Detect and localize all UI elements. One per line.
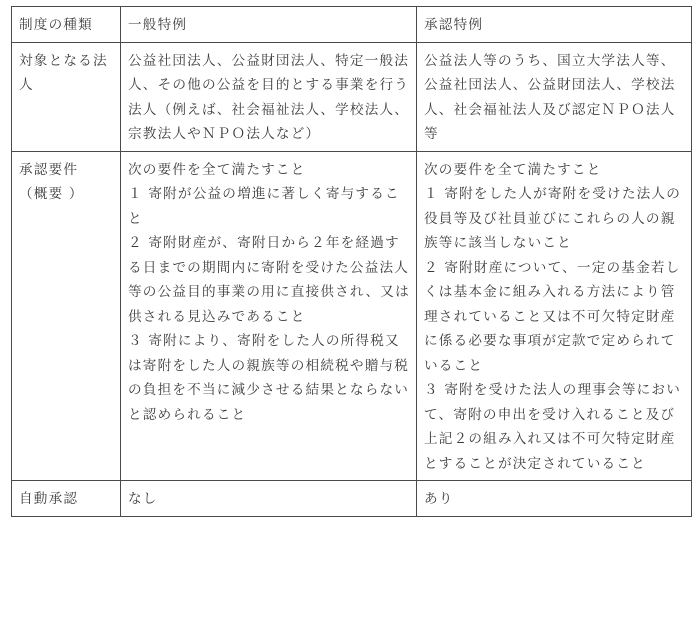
requirement-item: ２ 寄附財産について、一定の基金若しくは基本金に組み入れる方法により管理されていること又は不可欠特定財産に係る必要な事項が定款で定められていること — [424, 259, 681, 374]
row-label-target-corporations: 対象となる法人 — [12, 42, 121, 151]
table-row — [12, 151, 692, 481]
cell-general-target: 公益社団法人、公益財団法人、特定一般法人、その他の公益を目的とする事業を行う法人（例えば、社会福祉法人、学校法人、宗教法人やＮＰＯ法人など） — [121, 42, 417, 151]
label-line: 承認要件 — [19, 161, 79, 178]
requirement-item: １ 寄附をした人が寄附を受けた法人の役員等及び社員並びにこれらの人の親族等に該当しないこと — [424, 186, 682, 251]
header-row — [12, 7, 692, 43]
row-label-approval-requirements — [12, 151, 121, 481]
cell-approval-requirements — [417, 151, 692, 481]
table-row — [12, 481, 692, 517]
requirement-item: ３ 寄附により、寄附をした人の所得税又は寄附をした人の親族等の相続税や贈与税の負担を不当に減少させる結果とならないと認められること — [128, 333, 410, 423]
cell-approval-automatic: あり — [417, 481, 692, 517]
requirement-item: ３ 寄附を受けた法人の理事会等において、寄附の申出を受け入れること及び上記２の組み入れ又は不可欠特定財産とすることが決定されていること — [424, 382, 682, 472]
cell-approval-target: 公益法人等のうち、国立大学法人等、公益社団法人、公益財団法人、学校法人、社会福祉法人及び認定ＮＰＯ法人等 — [417, 42, 692, 151]
header-general-exception: 一般特例 — [121, 7, 417, 43]
header-approval-exception: 承認特例 — [417, 7, 692, 43]
label-line: （概要 ） — [19, 186, 84, 202]
requirement-item: １ 寄附が公益の増進に著しく寄与すること — [128, 186, 400, 227]
requirements-intro: 次の要件を全て満たすこと — [128, 161, 306, 178]
comparison-table — [11, 6, 692, 517]
requirement-item: ２ 寄附財産が、寄附日から２年を経過する日までの期間内に寄附を受けた公益法人等の公益目的事業の用に直接供され、又は供される見込みであること — [128, 235, 410, 325]
row-label-automatic-approval: 自動承認 — [12, 481, 121, 517]
cell-general-requirements — [121, 151, 417, 481]
header-system-type: 制度の種類 — [12, 7, 121, 43]
cell-general-automatic: なし — [121, 481, 417, 517]
table-row — [12, 42, 692, 151]
requirements-intro: 次の要件を全て満たすこと — [424, 161, 602, 178]
